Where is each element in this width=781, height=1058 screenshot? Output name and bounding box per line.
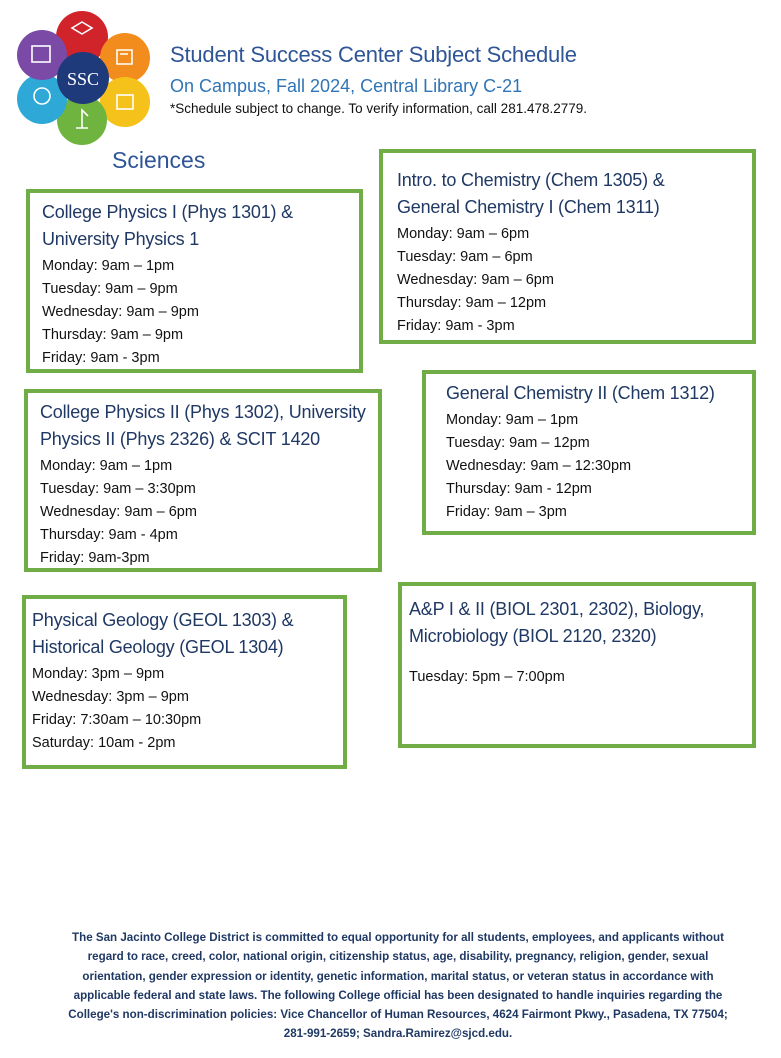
logo-text: SSC	[66, 69, 100, 89]
hours-line: Tuesday: 9am – 6pm	[397, 249, 533, 265]
hours-line: Monday: 9am – 6pm	[397, 226, 530, 242]
hours-line: Monday: 9am – 1pm	[446, 412, 579, 428]
footer-line: regard to race, creed, color, national origin, citizenship status, age, disability, pregnancy, religion, gender, sexual	[87, 950, 709, 964]
box-title	[42, 199, 347, 253]
box-title	[446, 380, 740, 407]
box-title-line: Historical Geology (GEOL 1304)	[32, 637, 284, 657]
ssc-logo	[14, 6, 152, 146]
footer-line: College's non-discrimination policies: Vice Chancellor of Human Resources, 4624 Fairmont Pkwy., Pasadena, TX 77504;	[68, 1008, 728, 1022]
box-title-line: Physical Geology (GEOL 1303) &	[32, 610, 294, 630]
schedule-box-geology	[22, 595, 347, 769]
box-title	[409, 596, 740, 650]
hours-line: Thursday: 9am – 9pm	[42, 327, 184, 343]
schedule-box-physics-1	[26, 189, 363, 373]
hours-line: Friday: 9am - 3pm	[42, 350, 160, 366]
hours-list	[32, 663, 331, 755]
box-title-line: Physics II (Phys 2326) & SCIT 1420	[40, 429, 320, 449]
hours-line: Monday: 3pm – 9pm	[32, 666, 165, 682]
hours-line: Wednesday: 9am – 6pm	[397, 272, 554, 288]
hours-line: Thursday: 9am - 12pm	[446, 481, 592, 497]
hours-list	[397, 223, 740, 338]
box-title-line: University Physics 1	[42, 229, 200, 249]
schedule-box-physics-2	[24, 389, 382, 572]
hours-line: Saturday: 10am - 2pm	[32, 735, 176, 751]
box-title-line: Microbiology (BIOL 2120, 2320)	[409, 626, 657, 646]
hours-line: Tuesday: 9am – 9pm	[42, 281, 178, 297]
box-title-line: General Chemistry I (Chem 1311)	[397, 197, 660, 217]
hours-list	[409, 666, 740, 689]
non-discrimination-statement	[46, 928, 750, 1044]
box-title	[32, 607, 331, 661]
hours-line: Thursday: 9am - 4pm	[40, 527, 178, 543]
hours-line: Monday: 9am – 1pm	[42, 258, 175, 274]
hours-list	[42, 255, 347, 370]
box-title-line: College Physics I (Phys 1301) &	[42, 202, 293, 222]
box-title-line: College Physics II (Phys 1302), University	[40, 402, 366, 422]
schedule-note: *Schedule subject to change. To verify information, call 281.478.2779.	[170, 101, 588, 116]
hours-line: Wednesday: 3pm – 9pm	[32, 689, 189, 705]
hours-line: Wednesday: 9am – 6pm	[40, 504, 197, 520]
hours-line: Tuesday: 9am – 12pm	[446, 435, 590, 451]
footer-line: orientation, gender expression or identity, genetic information, marital status, or veteran status in accordance with	[82, 969, 714, 983]
hours-line: Friday: 9am – 3pm	[446, 504, 567, 520]
schedule-box-chemistry-2	[422, 370, 756, 535]
footer-line: applicable federal and state laws. The following College official has been designated to handle inquiries regarding the	[73, 988, 723, 1002]
page-subtitle: On Campus, Fall 2024, Central Library C-21	[170, 76, 523, 96]
hours-line: Wednesday: 9am – 12:30pm	[446, 458, 632, 474]
hours-line: Friday: 7:30am – 10:30pm	[32, 712, 202, 728]
box-title-line: A&P I & II (BIOL 2301, 2302), Biology,	[409, 599, 705, 619]
footer-line: 281-991-2659; Sandra.Ramirez@sjcd.edu.	[283, 1027, 513, 1041]
page-title: Student Success Center Subject Schedule	[170, 42, 577, 67]
hours-line: Tuesday: 9am – 3:30pm	[40, 481, 196, 497]
box-title-line: Intro. to Chemistry (Chem 1305) &	[397, 170, 665, 190]
schedule-box-chemistry-1	[379, 149, 756, 344]
hours-line: Thursday: 9am – 12pm	[397, 295, 547, 311]
hours-line: Friday: 9am-3pm	[40, 550, 150, 566]
box-title-line: General Chemistry II (Chem 1312)	[446, 383, 715, 403]
hours-list	[40, 455, 366, 570]
box-title	[397, 167, 740, 221]
section-heading: Sciences	[112, 147, 206, 173]
schedule-box-biology	[398, 582, 756, 748]
hours-line: Monday: 9am – 1pm	[40, 458, 173, 474]
hours-line: Tuesday: 5pm – 7:00pm	[409, 669, 565, 685]
box-title	[40, 399, 366, 453]
footer-line: The San Jacinto College District is committed to equal opportunity for all students, employees, and applicants without	[72, 931, 724, 944]
hours-list	[446, 409, 740, 524]
hours-line: Friday: 9am - 3pm	[397, 318, 515, 334]
hours-line: Wednesday: 9am – 9pm	[42, 304, 199, 320]
